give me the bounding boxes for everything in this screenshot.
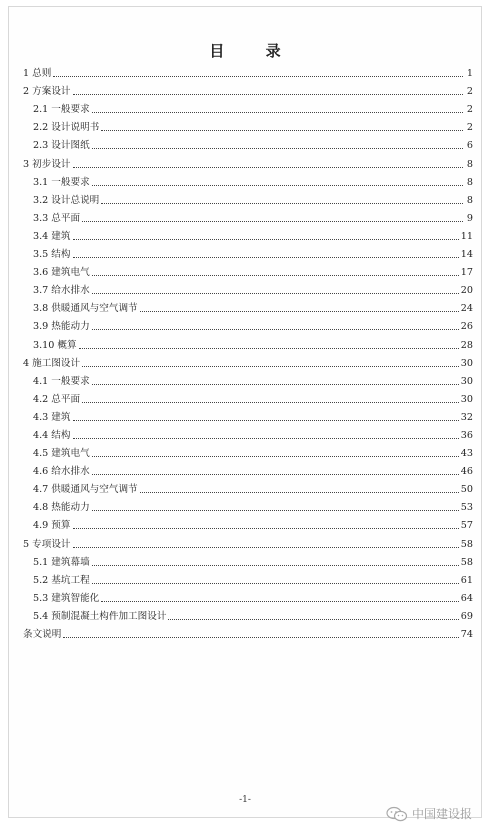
toc-entry-page: 30: [460, 393, 473, 405]
toc-entry: [23, 532, 473, 550]
toc-entry-label: 5.3 建筑智能化: [33, 592, 100, 604]
toc-leader-dots: [92, 383, 459, 385]
toc-entry-page: 43: [460, 448, 473, 460]
toc-entry-page: 53: [460, 502, 473, 514]
toc-entry-page: 30: [460, 357, 473, 369]
toc-entry-label: 4.2 总平面: [33, 393, 81, 405]
toc-entry-label: 4.3 建筑: [33, 411, 71, 423]
toc-leader-dots: [92, 274, 459, 276]
toc-entry-page: 14: [460, 249, 473, 261]
toc-entry: [23, 171, 473, 189]
toc-leader-dots: [92, 147, 463, 149]
toc-entry-page: 17: [460, 267, 473, 279]
toc-entry-page: 50: [460, 484, 473, 496]
toc-entry-label: 2.1 一般要求: [33, 104, 90, 116]
toc-entry: [23, 623, 473, 641]
toc-entry: [23, 460, 473, 478]
toc-leader-dots: [92, 455, 459, 457]
toc-entry-page: 61: [460, 574, 473, 586]
toc-entry-label: 4.7 供暖通风与空气调节: [33, 484, 138, 496]
toc-entry: [23, 406, 473, 424]
toc-leader-dots: [140, 310, 459, 312]
page-number-footer: -1-: [239, 795, 251, 805]
toc-entry-page: 28: [460, 339, 473, 351]
toc-entry-page: 8: [466, 194, 473, 206]
toc-entry-page: 8: [466, 176, 473, 188]
toc-leader-dots: [73, 419, 459, 421]
toc-leader-dots: [79, 347, 459, 349]
toc-entry-label: 4.5 建筑电气: [33, 448, 90, 460]
toc-entry: [23, 388, 473, 406]
toc-leader-dots: [73, 546, 459, 548]
toc-entry-label: 5 专项设计: [23, 538, 71, 550]
toc-entry-label: 4 施工图设计: [23, 357, 81, 369]
toc-entry-label: 3.6 建筑电气: [33, 267, 90, 279]
toc-entry-page: 24: [460, 303, 473, 315]
toc-leader-dots: [168, 618, 458, 620]
toc-leader-dots: [92, 184, 463, 186]
toc-entry-page: 57: [460, 520, 473, 532]
toc-entry-label: 2.3 设计图纸: [33, 140, 90, 152]
toc-leader-dots: [140, 491, 459, 493]
toc-entry-page: 30: [460, 375, 473, 387]
table-of-contents: [23, 62, 473, 641]
toc-leader-dots: [101, 600, 459, 602]
toc-entry-label: 3.8 供暖通风与空气调节: [33, 303, 138, 315]
toc-leader-dots: [92, 509, 459, 511]
toc-entry: [23, 442, 473, 460]
toc-leader-dots: [73, 238, 459, 240]
toc-leader-dots: [92, 473, 459, 475]
toc-leader-dots: [82, 365, 459, 367]
watermark-text: 中国建设报: [411, 807, 472, 821]
toc-entry-page: 2: [466, 104, 473, 116]
toc-entry: [23, 514, 473, 532]
toc-entry-label: 3.4 建筑: [33, 230, 71, 242]
toc-entry-label: 5.2 基坑工程: [33, 574, 90, 586]
toc-entry-page: 64: [460, 592, 473, 604]
toc-leader-dots: [73, 256, 459, 258]
toc-entry: [23, 478, 473, 496]
toc-entry-label: 4.9 预算: [33, 520, 71, 532]
toc-entry-page: 36: [460, 429, 473, 441]
toc-entry-label: 3.7 给水排水: [33, 285, 90, 297]
toc-entry-page: 58: [460, 556, 473, 568]
toc-entry: [23, 225, 473, 243]
toc-entry: [23, 80, 473, 98]
toc-entry: [23, 315, 473, 333]
toc-entry-label: 4.8 热能动力: [33, 502, 90, 514]
page-title: 目 录: [209, 42, 299, 60]
toc-entry: [23, 569, 473, 587]
toc-entry: [23, 587, 473, 605]
toc-entry: [23, 496, 473, 514]
toc-entry-page: 8: [466, 158, 473, 170]
toc-entry-label: 2.2 设计说明书: [33, 122, 100, 134]
toc-entry: [23, 261, 473, 279]
toc-entry: [23, 297, 473, 315]
toc-entry-label: 3.2 设计总说明: [33, 194, 100, 206]
toc-leader-dots: [92, 292, 459, 294]
toc-entry-page: 58: [460, 538, 473, 550]
toc-leader-dots: [92, 328, 459, 330]
toc-entry: [23, 333, 473, 351]
toc-entry-label: 4.4 结构: [33, 429, 71, 441]
document-page: [8, 6, 482, 818]
toc-leader-dots: [92, 111, 463, 113]
toc-entry-label: 4.6 给水排水: [33, 466, 90, 478]
toc-entry: [23, 152, 473, 170]
toc-entry: [23, 279, 473, 297]
toc-entry-label: 3 初步设计: [23, 158, 71, 170]
toc-entry: [23, 605, 473, 623]
toc-entry-page: 20: [460, 285, 473, 297]
toc-leader-dots: [92, 564, 459, 566]
toc-leader-dots: [92, 582, 459, 584]
toc-entry-label: 3.10 概算: [33, 339, 77, 351]
toc-leader-dots: [53, 75, 463, 77]
toc-entry-label: 3.3 总平面: [33, 212, 81, 224]
toc-entry: [23, 352, 473, 370]
toc-entry-page: 46: [460, 466, 473, 478]
toc-entry: [23, 62, 473, 80]
toc-entry: [23, 98, 473, 116]
toc-entry: [23, 551, 473, 569]
toc-entry-page: 2: [466, 86, 473, 98]
toc-entry-page: 6: [466, 140, 473, 152]
toc-leader-dots: [73, 166, 463, 168]
toc-leader-dots: [101, 202, 463, 204]
toc-leader-dots: [82, 220, 463, 222]
toc-entry-label: 3.5 结构: [33, 249, 71, 261]
toc-leader-dots: [101, 129, 463, 131]
toc-entry-page: 32: [460, 411, 473, 423]
toc-entry-label: 3.9 热能动力: [33, 321, 90, 333]
toc-entry-page: 69: [460, 610, 473, 622]
toc-entry-page: 74: [460, 629, 473, 640]
toc-entry-label: 4.1 一般要求: [33, 375, 90, 387]
toc-entry-label: 5.4 预制混凝土构件加工图设计: [33, 610, 167, 622]
toc-entry: [23, 370, 473, 388]
toc-entry-label: 3.1 一般要求: [33, 176, 90, 188]
toc-entry: [23, 207, 473, 225]
toc-entry-page: 11: [460, 230, 473, 242]
toc-entry-label: 5.1 建筑幕墙: [33, 556, 90, 568]
toc-entry: [23, 116, 473, 134]
toc-entry-page: 26: [460, 321, 473, 333]
toc-entry: [23, 134, 473, 152]
toc-leader-dots: [82, 401, 459, 403]
watermark: [386, 805, 472, 822]
toc-entry-page: 9: [466, 212, 473, 224]
wechat-icon: [386, 806, 408, 822]
toc-entry-label: 2 方案设计: [23, 86, 71, 98]
toc-leader-dots: [73, 527, 459, 529]
toc-leader-dots: [73, 437, 459, 439]
toc-entry: [23, 243, 473, 261]
toc-entry-page: 1: [466, 68, 473, 80]
toc-entry: [23, 189, 473, 207]
toc-entry-label: 条文说明: [23, 629, 62, 640]
toc-entry: [23, 424, 473, 442]
toc-leader-dots: [73, 93, 463, 95]
toc-entry-page: 2: [466, 122, 473, 134]
toc-entry-label: 1 总则: [23, 68, 52, 80]
toc-leader-dots: [63, 636, 458, 638]
